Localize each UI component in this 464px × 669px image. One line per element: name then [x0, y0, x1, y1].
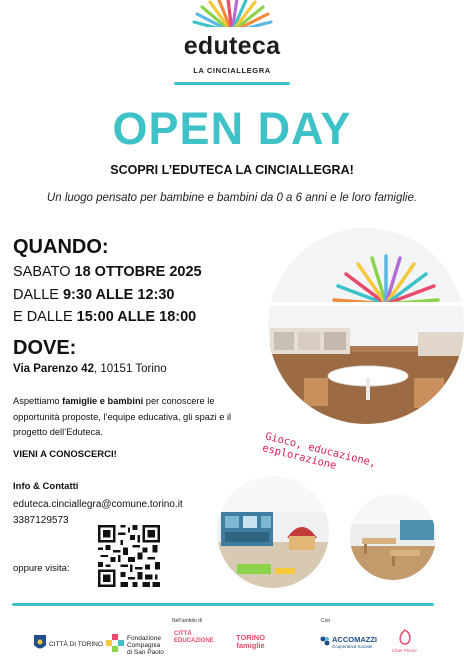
qr-code-icon[interactable]: [98, 525, 160, 587]
fondazione-logo-icon: [106, 634, 124, 652]
ciberpiume-icon: [396, 628, 414, 648]
play-area-photo: [217, 476, 329, 588]
when-afternoon: E DALLE 15:00 ALLE 18:00: [13, 309, 197, 325]
visit-label: oppure visita:: [13, 563, 70, 574]
page-title: OPEN DAY: [112, 103, 352, 154]
call-to-action: VIENI A CONOSCERCI!: [13, 449, 117, 460]
address: Via Parenzo 42, 10151 Torino: [13, 363, 167, 375]
torino-famiglie-logo: TORINO famiglie: [236, 633, 266, 650]
tables-photo: [350, 494, 436, 580]
accomazzi-subtitle: Cooperativa Sociale: [332, 644, 373, 649]
accomazzi-logo: ACCOMAZZI: [332, 635, 377, 644]
where-heading: DOVE:: [13, 337, 77, 359]
fondazione-logo-text: Fondazione Compagnia di San Paolo: [127, 635, 164, 656]
page-subtitle: SCOPRI L’EDUTECA LA CINCIALLEGRA!: [110, 163, 354, 177]
citta-educazione-logo: CITTÀ EDUCAZIONE: [174, 631, 214, 644]
logo-wordmark: eduteca: [183, 32, 281, 60]
logo: [0, 0, 464, 92]
logo-underline: [174, 82, 290, 85]
ambito-label: Nell’ambito di: [172, 618, 203, 624]
email-link[interactable]: eduteca.cinciallegra@comune.torino.it: [13, 499, 183, 510]
classroom-photo: [268, 228, 464, 424]
handwritten-slogan: Gioco, educazione, esplorazione: [261, 430, 378, 472]
citta-di-torino-logo: CITTÀ DI TORINO: [49, 641, 103, 648]
info-heading: Info & Contatti: [13, 481, 79, 492]
description: Aspettiamo famiglie e bambini per conoscere le opportunità proposte, l’equipe educativa, gli spazi e il progetto dell’Eduteca.: [13, 396, 232, 437]
when-date: SABATO 18 OTTOBRE 2025: [13, 264, 202, 280]
footer: [0, 610, 464, 669]
footer-divider: [12, 603, 434, 606]
when-heading: QUANDO:: [13, 236, 109, 258]
ciberpiume-logo: Ciber Piume: [392, 648, 417, 653]
logo-subtitle: LA CINCIALLEGRA: [193, 66, 271, 75]
rainbow-logo-icon: [186, 0, 278, 34]
phone-number[interactable]: 3387129573: [13, 515, 69, 526]
accomazzi-icon: [320, 636, 330, 646]
tagline: Un luogo pensato per bambine e bambini da 0 a 6 anni e le loro famiglie.: [46, 192, 418, 204]
when-morning: DALLE 9:30 ALLE 12:30: [13, 287, 175, 303]
con-label: Con: [321, 618, 331, 624]
torino-crest-icon: [33, 634, 47, 652]
